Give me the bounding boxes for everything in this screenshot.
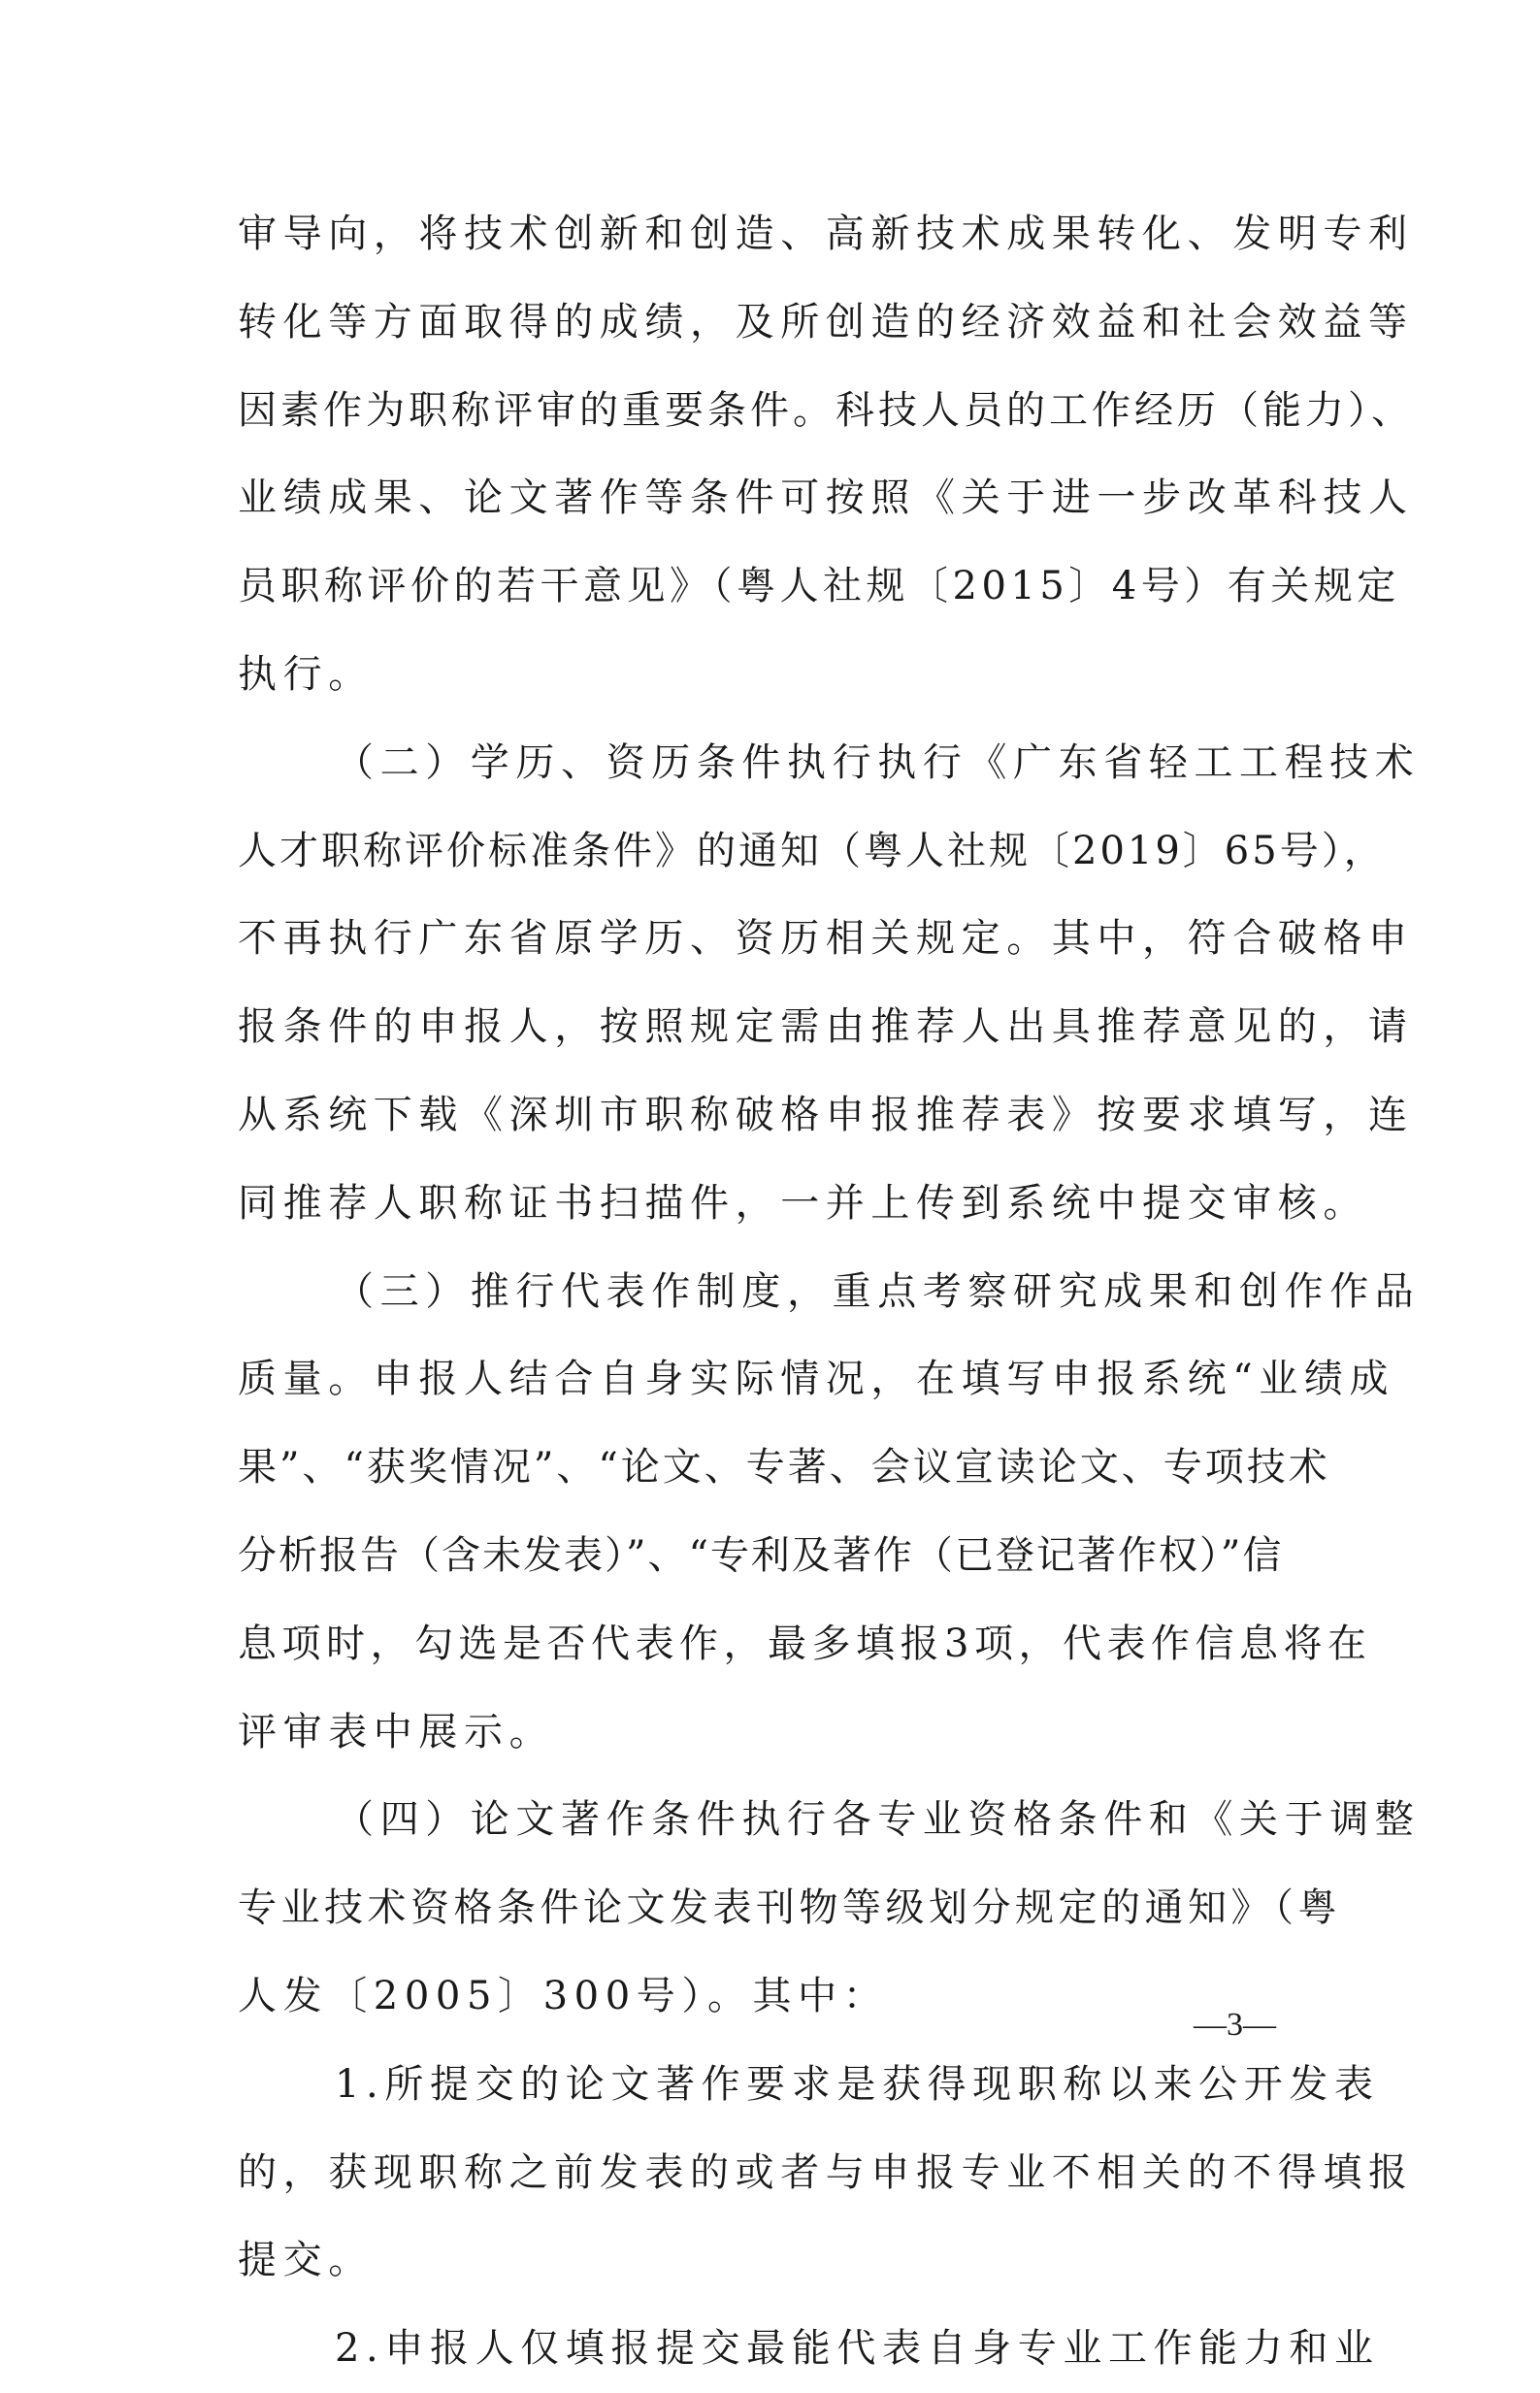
list-item-1: 1.所提交的论文著作要求是获得现职称以来公开发表 bbox=[335, 2061, 1380, 2107]
paragraph-heading-3: （三）推行代表作制度，重点考察研究成果和创作作品 bbox=[335, 1268, 1421, 1314]
text-line: 人发〔2005〕300号）。其中： bbox=[238, 1973, 889, 2018]
text-line: 人才职称评价标准条件》的通知（粤人社规〔2019〕65号）， bbox=[238, 828, 1386, 873]
text-line: 同推荐人职称证书扫描件，一并上传到系统中提交审核。 bbox=[238, 1180, 1368, 1226]
text-line: 报条件的申报人，按照规定需由推荐人出具推荐意见的，请 bbox=[238, 1004, 1414, 1050]
page-number: —3— bbox=[1194, 2007, 1276, 2043]
text-line: 不再执行广东省原学历、资历相关规定。其中，符合破格申 bbox=[238, 916, 1414, 962]
list-item-2: 2.申报人仅填报提交最能代表自身专业工作能力和业 bbox=[335, 2326, 1380, 2372]
text-line: 员职称评价的若干意见》（粤人社规〔2015〕4号）有关规定 bbox=[238, 564, 1400, 609]
paragraph-heading-2: （二）学历、资历条件执行执行《广东省轻工工程技术 bbox=[335, 739, 1421, 785]
text-line: 审导向，将技术创新和创造、高新技术成果转化、发明专利 bbox=[238, 212, 1414, 256]
text-line: 质量。申报人结合自身实际情况，在填写申报系统“业绩成 bbox=[238, 1357, 1395, 1402]
text-line: 息项时，勾选是否代表作，最多填报3项，代表作信息将在 bbox=[238, 1621, 1372, 1666]
text-line: 执行。 bbox=[238, 651, 374, 697]
text-line: 果”、“获奖情况”、“论文、专著、会议宣读论文、专项技术 bbox=[238, 1445, 1330, 1491]
text-line: 分析报告（含未发表）”、“专利及著作（已登记著作权）”信 bbox=[238, 1532, 1284, 1578]
text-line: 从系统下载《深圳市职称破格申报推荐表》按要求填写，连 bbox=[238, 1092, 1414, 1137]
text-line: 业绩成果、论文著作等条件可按照《关于进一步改革科技人 bbox=[238, 475, 1414, 521]
text-line: 提交。 bbox=[238, 2238, 374, 2283]
text-line: 专业技术资格条件论文发表刊物等级划分规定的通知》（粤 bbox=[238, 1885, 1341, 1931]
text-line: 的，获现职称之前发表的或者与申报专业不相关的不得填报 bbox=[238, 2149, 1414, 2195]
document-body bbox=[238, 190, 1421, 2393]
paragraph-heading-4: （四）论文著作条件执行各专业资格条件和《关于调整 bbox=[335, 1797, 1421, 1843]
text-line: 转化等方面取得的成绩，及所创造的经济效益和社会效益等 bbox=[238, 299, 1414, 344]
text-line: 评审表中展示。 bbox=[238, 1709, 555, 1754]
text-line: 因素作为职称评审的重要条件。科技人员的工作经历（能力）、 bbox=[238, 387, 1414, 433]
